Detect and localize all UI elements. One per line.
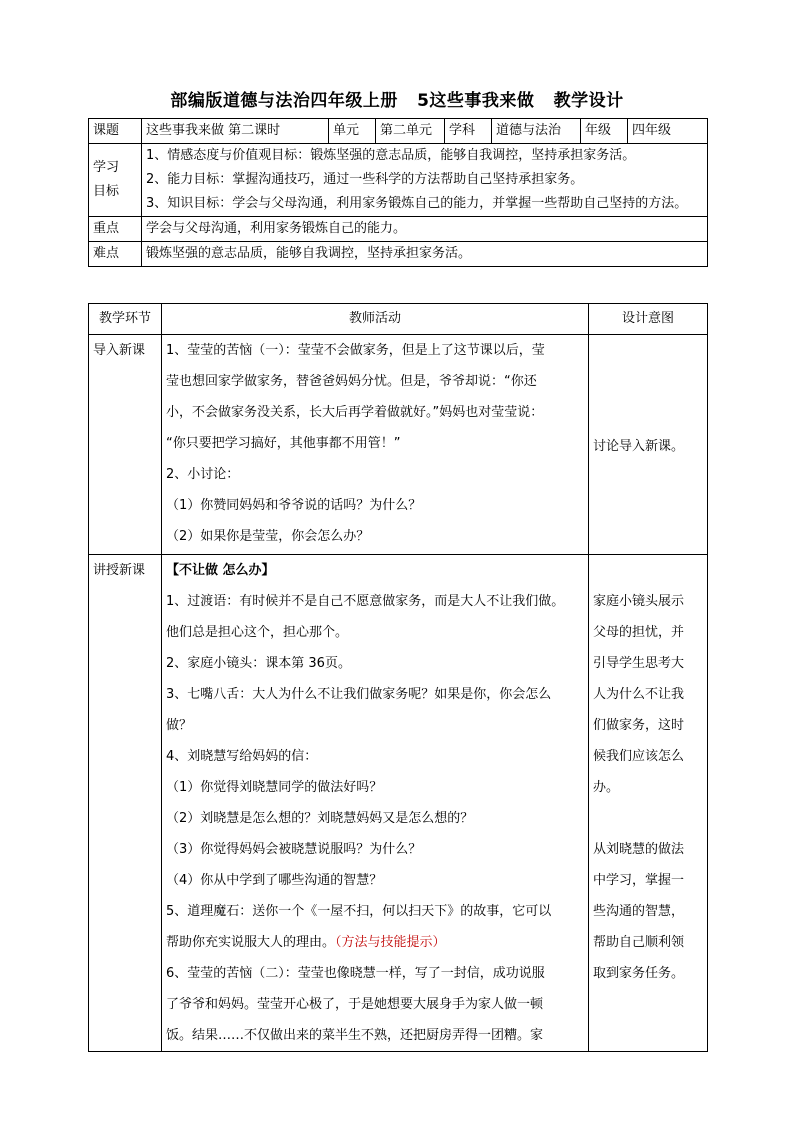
- goal-item: 3、知识目标：学会与父母沟通，利用家务锻炼自己的能力，并掌握一些帮助自己坚持的方法。: [146, 196, 688, 211]
- activity-line: （2）如果你是莹莹，你会怎么办？: [166, 529, 370, 544]
- activity-line: “你只要把学习搞好，其他事都不用管！”: [166, 436, 401, 451]
- unit-value: 第二单元: [376, 119, 445, 144]
- grade-label: 年级: [581, 119, 628, 144]
- activity-line: （4）你从中学到了哪些沟通的智慧？: [166, 873, 383, 888]
- activity-line: 了爷爷和妈妈。莹莹开心极了，于是她想要大展身手为家人做一顿: [166, 997, 544, 1012]
- plan-header-row: [89, 304, 708, 335]
- key-value: 学会与父母沟通，利用家务锻炼自己的能力。: [142, 217, 708, 242]
- intent-line: 父母的担忧，并: [593, 625, 685, 640]
- topic-value: 这些事我来做 第二课时: [142, 119, 329, 144]
- topic-label: 课题: [89, 119, 142, 144]
- activity-line: 6、莹莹的苦恼（二）：莹莹也像晓慧一样，写了一封信，成功说服: [166, 966, 545, 981]
- unit-label: 单元: [329, 119, 376, 144]
- activity-line: 小，不会做家务没关系，长大后再学着做就好。”妈妈也对莹莹说：: [166, 405, 544, 420]
- goals-label-line: 目标: [93, 184, 120, 199]
- intro-row: [89, 335, 708, 555]
- section-title: 【不让做 怎么办】: [166, 563, 275, 578]
- teach-intent: [589, 555, 708, 1052]
- header-intent: 设计意图: [589, 304, 708, 335]
- intent-line: 取到家务任务。: [593, 966, 685, 981]
- document-title: 部编版道德与法治四年级上册 5这些事我来做 教学设计: [170, 91, 624, 111]
- activity-text: 帮助你充实说服大人的理由。: [166, 935, 336, 950]
- difficult-label: 难点: [89, 242, 142, 267]
- goals-label: [89, 144, 142, 217]
- key-label: 重点: [89, 217, 142, 242]
- intent-line: 引导学生思考大: [593, 656, 685, 671]
- info-table: [88, 118, 708, 267]
- intent-line: 帮助自己顺利领: [593, 935, 685, 950]
- intent-line: 中学习，掌握一: [593, 873, 685, 888]
- teach-stage: 讲授新课: [89, 555, 162, 1052]
- subject-label: 学科: [445, 119, 492, 144]
- intent-line: 们做家务，这时: [593, 718, 685, 733]
- subject-value: 道德与法治: [492, 119, 581, 144]
- teach-activity: [162, 555, 589, 1052]
- activity-line: （2）刘晓慧是怎么想的？刘晓慧妈妈又是怎么想的？: [166, 811, 474, 826]
- intent-line: 办。: [593, 780, 620, 795]
- goal-item: 2、能力目标：掌握沟通技巧，通过一些科学的方法帮助自己坚持承担家务。: [146, 172, 584, 187]
- plan-table: [88, 303, 708, 1052]
- key-row: [89, 217, 708, 242]
- goals-row: [89, 144, 708, 217]
- grade-value: 四年级: [628, 119, 708, 144]
- intent-line: 人为什么不让我: [593, 687, 685, 702]
- intent-line: 些沟通的智慧，: [593, 904, 685, 919]
- teach-row: [89, 555, 708, 1052]
- intent-line: 从刘晓慧的做法: [593, 842, 685, 857]
- intro-activity: [162, 335, 589, 555]
- activity-line: 2、家庭小镜头：课本第 36页。: [166, 656, 351, 671]
- intro-intent: 讨论导入新课。: [589, 335, 708, 555]
- intent-line: 家庭小镜头展示: [593, 594, 685, 609]
- goals-label-line: 学习: [93, 160, 120, 175]
- difficult-value: 锻炼坚强的意志品质，能够自我调控，坚持承担家务活。: [142, 242, 708, 267]
- intent-line: 候我们应该怎么: [593, 749, 685, 764]
- intro-stage: 导入新课: [89, 335, 162, 555]
- activity-line: （1）你赞同妈妈和爷爷说的话吗？为什么？: [166, 498, 422, 513]
- activity-line: 他们总是担心这个，担心那个。: [166, 625, 349, 640]
- activity-line: 饭。结果……不仅做出来的菜半生不熟，还把厨房弄得一团糟。家: [166, 1028, 544, 1043]
- header-activity: 教师活动: [162, 304, 589, 335]
- difficult-row: [89, 242, 708, 267]
- activity-line: （3）你觉得妈妈会被晓慧说服吗？为什么？: [166, 842, 422, 857]
- method-tip-note: （方法与技能提示）: [335, 935, 446, 950]
- goals-list: [142, 144, 708, 217]
- activity-line: 1、莹莹的苦恼（一）：莹莹不会做家务，但是上了这节课以后，莹: [166, 343, 545, 358]
- goal-item: 1、情感态度与价值观目标：锻炼坚强的意志品质，能够自我调控，坚持承担家务活。: [146, 148, 636, 163]
- activity-line: 做？: [166, 718, 193, 733]
- activity-line: 3、七嘴八舌：大人为什么不让我们做家务呢？如果是你，你会怎么: [166, 687, 552, 702]
- activity-line-with-note: [166, 927, 584, 958]
- activity-line: 1、过渡语：有时候并不是自己不愿意做家务，而是大人不让我们做。: [166, 594, 565, 609]
- activity-line: （1）你觉得刘晓慧同学的做法好吗？: [166, 780, 383, 795]
- activity-line: 莹也想回家学做家务，替爸爸妈妈分忧。但是，爷爷却说：“你还: [166, 374, 537, 389]
- activity-line: 2、小讨论：: [166, 467, 240, 482]
- activity-line: 4、刘晓慧写给妈妈的信：: [166, 749, 318, 764]
- header-stage: 教学环节: [89, 304, 162, 335]
- topic-row: [89, 119, 708, 144]
- activity-line: 5、道理魔石：送你一个《一屋不扫，何以扫天下》的故事，它可以: [166, 904, 552, 919]
